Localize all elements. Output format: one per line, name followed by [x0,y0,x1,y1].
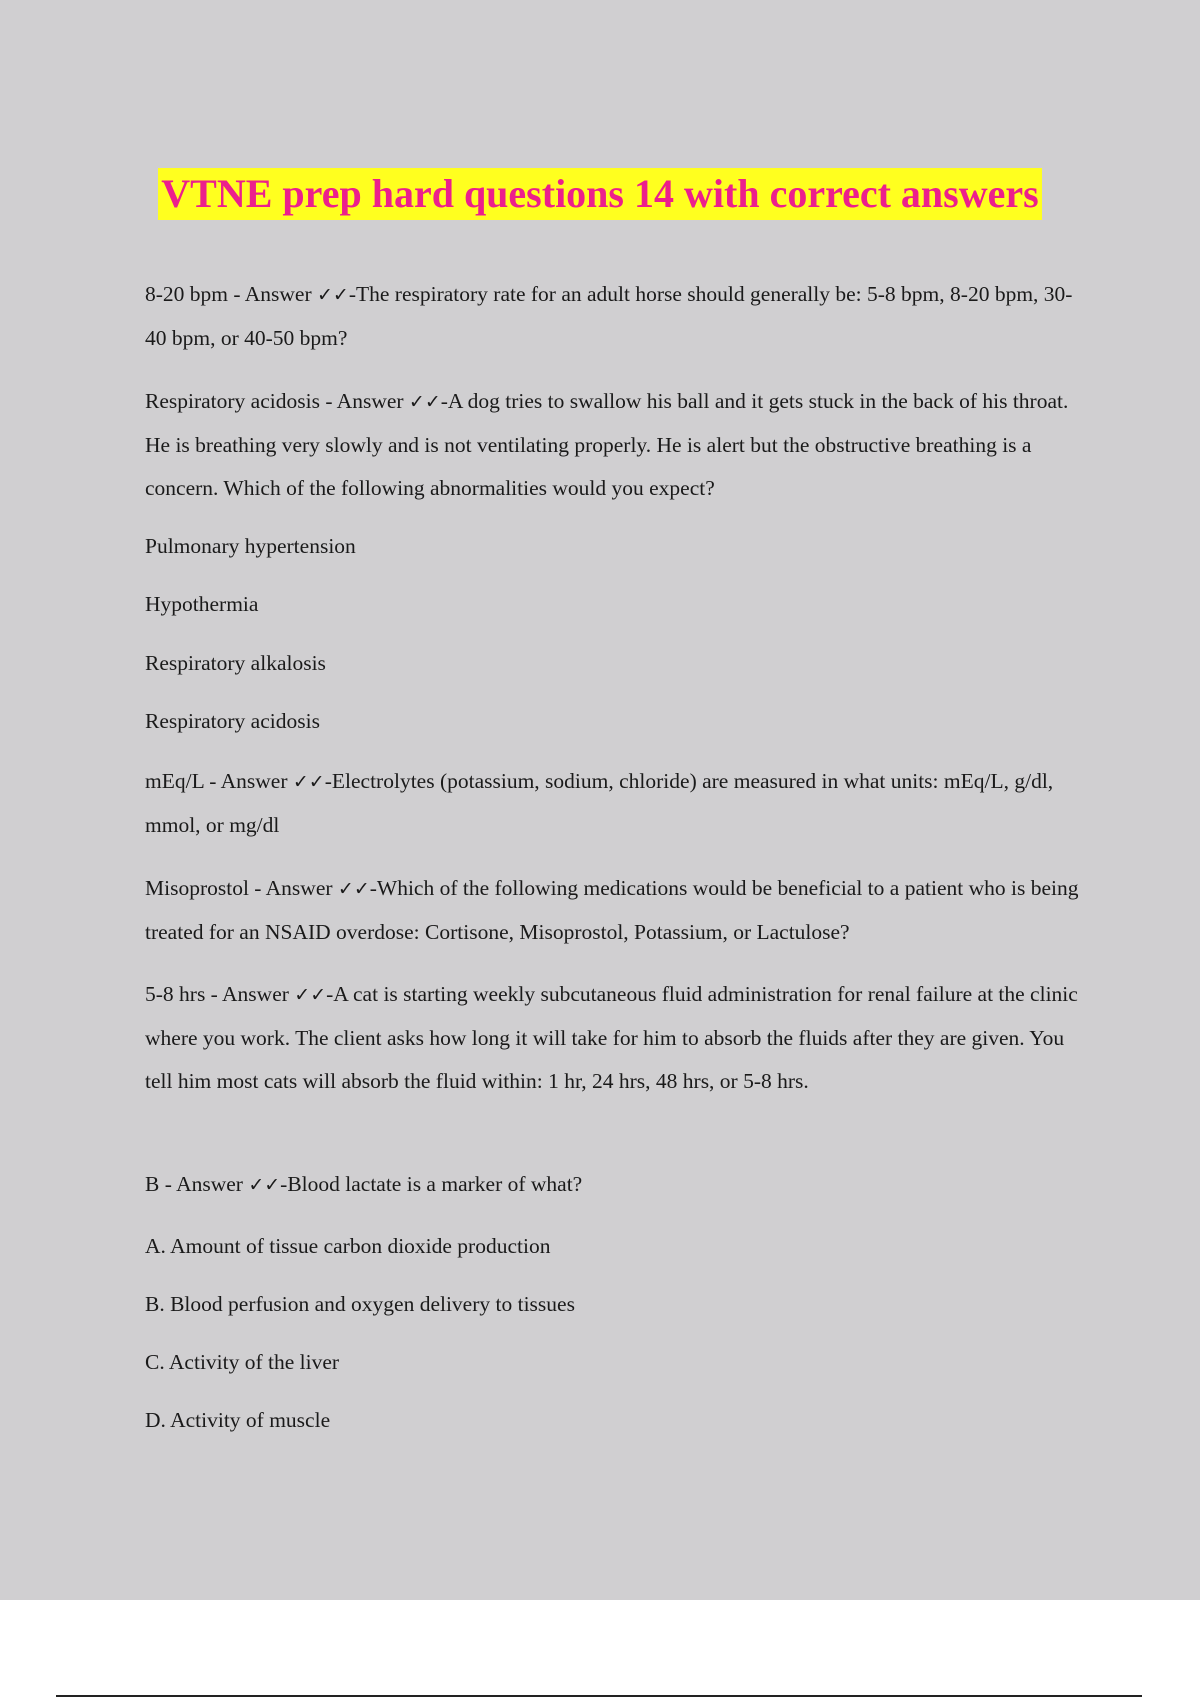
check-mark-icon: ✓✓ [292,771,325,793]
check-mark-icon: ✓✓ [294,984,327,1006]
question-2 [145,380,1090,510]
option-list-item: C. Activity of the liver [145,1350,340,1374]
check-mark-icon: ✓✓ [337,878,370,900]
question-1-text: -The respiratory rate for an adult horse should generally be: 5-8 bpm, 8-20 bpm, 30-40 bpm, or 40-50 bpm? [145,282,1073,350]
document-title: VTNE prep hard questions 14 with correct answers [158,168,1041,220]
answer-1: 8-20 bpm - Answer [145,282,317,306]
question-2-text: -A dog tries to swallow his ball and it gets stuck in the back of his throat. He is breathing very slowly and is not ventilating properly. He is alert but the obstructive breathing is a concern. Which of the following abnormalities would you expect? [145,389,1069,500]
option-list-item: Respiratory acidosis [145,709,320,733]
option-list-item: Pulmonary hypertension [145,534,356,558]
check-mark-icon: ✓✓ [248,1174,281,1196]
question-4 [145,867,1090,954]
question-1 [145,273,1090,360]
question-6-text: -Blood lactate is a marker of what? [280,1172,583,1196]
question-3 [145,760,1090,847]
question-3-text: -Electrolytes (potassium, sodium, chloride) are measured in what units: mEq/L, g/dl, mmol, or mg/dl [145,769,1054,837]
page-gap [0,1600,1200,1700]
check-mark-icon: ✓✓ [408,391,441,413]
option-list-item: D. Activity of muscle [145,1408,331,1432]
check-mark-icon: ✓✓ [316,284,349,306]
option-list-item: Hypothermia [145,592,259,616]
question-5-text: -A cat is starting weekly subcutaneous fluid administration for renal failure at the clinic where you work. The client asks how long it will take for him to absorb the fluids after they are given. You tell him most cats will absorb the fluid within: 1 hr, 24 hrs, 48 hrs, or 5-8 hrs. [145,982,1078,1093]
question-4-text: -Which of the following medications would be beneficial to a patient who is being treated for an NSAID overdose: Cortisone, Misoprostol, Potassium, or Lactulose? [145,876,1079,944]
option-list-item: Respiratory alkalosis [145,651,326,675]
answer-5: 5-8 hrs - Answer [145,982,295,1006]
answer-2: Respiratory acidosis - Answer [145,389,409,413]
option-list-item: A. Amount of tissue carbon dioxide production [145,1234,551,1258]
answer-3: mEq/L - Answer [145,769,293,793]
title-container [0,168,1200,220]
question-5 [145,973,1090,1103]
answer-4: Misoprostol - Answer [145,876,338,900]
divider [56,1695,1142,1697]
answer-6: B - Answer [145,1172,249,1196]
option-list-item: B. Blood perfusion and oxygen delivery to tissues [145,1292,575,1316]
question-6 [145,1163,1090,1207]
